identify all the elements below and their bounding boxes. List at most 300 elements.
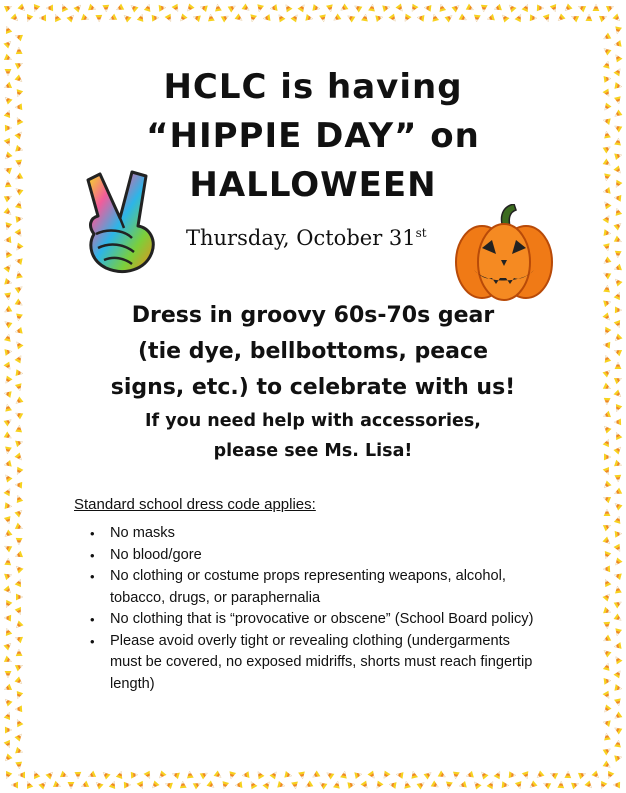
candy-corn-icon — [493, 4, 502, 13]
candy-corn-icon — [269, 4, 277, 12]
candy-corn-icon — [604, 75, 612, 83]
candy-corn-icon — [221, 13, 230, 22]
candy-corn-icon — [4, 417, 14, 427]
candy-corn-icon — [604, 509, 611, 516]
candy-corn-icon — [325, 770, 335, 780]
candy-corn-icon — [613, 501, 623, 511]
candy-corn-icon — [3, 771, 12, 780]
candy-corn-icon — [3, 319, 13, 329]
help-line-2: please see Ms. Lisa! — [213, 441, 413, 461]
candy-corn-icon — [613, 642, 621, 650]
candy-corn-icon — [614, 599, 624, 608]
candy-corn-icon — [165, 14, 174, 23]
candy-corn-icon — [15, 103, 23, 110]
candy-corn-icon — [487, 780, 496, 789]
candy-corn-icon — [374, 781, 384, 791]
candy-corn-icon — [291, 782, 299, 790]
candy-corn-icon — [603, 214, 612, 224]
candy-corn-icon — [346, 13, 356, 23]
candy-corn-icon — [15, 481, 22, 488]
bullet-icon: • — [90, 569, 95, 584]
candy-corn-icon — [15, 523, 24, 532]
candy-corn-icon — [4, 193, 13, 202]
candy-corn-icon — [557, 781, 564, 788]
candy-corn-icon — [14, 410, 23, 419]
candy-corn-icon — [3, 473, 13, 483]
candy-corn-icon — [192, 14, 201, 22]
candy-corn-icon — [522, 3, 531, 12]
candy-corn-icon — [3, 376, 13, 386]
candy-corn-icon — [452, 3, 462, 13]
dress-line-1: Dress in groovy 60s-70s gear — [131, 303, 495, 328]
candy-corn-icon — [15, 74, 25, 84]
title-line-1: HCLC is having — [163, 67, 463, 107]
candy-corn-icon — [602, 313, 612, 323]
candy-corn-icon — [16, 369, 24, 377]
candy-corn-icon — [15, 354, 24, 364]
candy-corn-icon — [5, 727, 12, 734]
candy-corn-icon — [603, 398, 610, 405]
candy-corn-icon — [284, 771, 292, 779]
candy-corn-icon — [14, 732, 24, 742]
candy-corn-icon — [15, 439, 24, 448]
candy-corn-icon — [602, 46, 612, 56]
candy-corn-icon — [242, 771, 250, 779]
candy-corn-icon — [4, 138, 13, 147]
candy-corn-icon — [603, 467, 612, 476]
candy-corn-icon — [603, 144, 613, 154]
candy-corn-icon — [602, 536, 612, 546]
dress-line-2: (tie dye, bellbottoms, peace — [138, 339, 488, 364]
candy-corn-icon — [318, 780, 328, 790]
candy-corn-icon — [4, 656, 13, 665]
candy-corn-icon — [602, 648, 612, 658]
candy-corn-icon — [578, 770, 587, 779]
dress-code-heading: Standard school dress code applies: — [74, 496, 316, 513]
candy-corn-icon — [452, 772, 460, 780]
candy-corn-icon — [603, 565, 610, 572]
candy-corn-icon — [613, 389, 623, 399]
candy-corn-icon — [15, 47, 22, 54]
candy-corn-icon — [15, 747, 24, 756]
candy-corn-icon — [4, 278, 13, 286]
candy-corn-icon — [438, 3, 446, 12]
candy-corn-icon — [603, 622, 610, 630]
candy-corn-icon — [15, 200, 23, 208]
candy-corn-icon — [3, 249, 12, 258]
candy-corn-icon — [614, 194, 622, 201]
candy-corn-icon — [17, 3, 27, 13]
candy-corn-icon — [332, 14, 342, 24]
candy-corn-icon — [614, 375, 623, 384]
candy-corn-icon — [221, 781, 229, 790]
candy-corn-icon — [159, 4, 167, 11]
candy-corn-icon — [73, 3, 83, 13]
candy-corn-icon — [603, 691, 612, 700]
candy-corn-icon — [347, 781, 355, 789]
candy-corn-icon — [122, 13, 132, 23]
candy-corn-icon — [602, 480, 612, 490]
event-date-suffix: st — [415, 226, 427, 240]
candy-corn-icon — [603, 368, 613, 378]
candy-corn-icon — [88, 4, 97, 13]
bullet-icon: • — [90, 547, 95, 563]
dress-line-3: signs, etc.) to celebrate with us! — [110, 375, 516, 400]
candy-corn-icon — [603, 173, 611, 181]
candy-corn-icon — [14, 396, 24, 406]
candy-corn-icon — [15, 270, 23, 278]
candy-corn-icon — [459, 14, 468, 23]
candy-corn-icon — [137, 13, 146, 22]
candy-corn-icon — [614, 291, 623, 300]
candy-corn-icon — [4, 362, 14, 372]
candy-corn-icon — [564, 771, 571, 778]
candy-corn-icon — [602, 494, 611, 503]
candy-corn-icon — [613, 277, 623, 287]
candy-corn-icon — [530, 14, 537, 21]
candy-corn-icon — [38, 780, 48, 790]
candy-corn-icon — [4, 487, 13, 496]
candy-corn-icon — [248, 780, 257, 789]
candy-corn-icon — [494, 770, 503, 779]
candy-corn-icon — [473, 15, 480, 23]
candy-corn-icon — [502, 781, 510, 788]
candy-corn-icon — [613, 558, 623, 568]
candy-corn-icon — [603, 354, 612, 363]
candy-corn-icon — [431, 13, 439, 22]
candy-corn-icon — [445, 13, 455, 23]
candy-corn-icon — [256, 4, 264, 12]
candy-corn-icon — [3, 25, 12, 34]
candy-corn-icon — [14, 634, 23, 643]
candy-corn-icon — [353, 3, 363, 12]
candy-corn-icon — [4, 236, 12, 243]
candy-corn-icon — [14, 676, 24, 686]
candy-corn-icon — [255, 770, 264, 780]
candy-corn-icon — [613, 40, 621, 48]
candy-corn-icon — [599, 13, 608, 22]
candy-corn-icon — [101, 770, 111, 780]
candy-corn-icon — [445, 782, 453, 790]
candy-corn-icon — [249, 14, 257, 22]
candy-corn-icon — [388, 14, 398, 24]
candy-corn-icon — [14, 257, 22, 265]
candy-corn-icon — [185, 4, 195, 14]
candy-corn-icon — [15, 284, 25, 294]
candy-corn-icon — [535, 770, 545, 780]
candy-corn-icon — [603, 89, 612, 99]
title-line-2: “HIPPIE DAY” on — [146, 116, 480, 156]
candy-corn-icon — [465, 771, 474, 779]
candy-corn-icon — [4, 447, 12, 455]
candy-corn-icon — [3, 82, 12, 91]
help-paragraph — [40, 406, 586, 466]
candy-corn-icon — [604, 677, 612, 685]
candy-corn-icon — [3, 600, 12, 609]
candy-corn-icon — [14, 620, 24, 630]
dress-code-item — [74, 523, 544, 545]
candy-corn-icon — [614, 628, 622, 636]
candy-corn-icon — [39, 15, 46, 22]
dress-code-item — [74, 566, 544, 609]
candy-corn-icon — [269, 770, 279, 780]
candy-corn-icon — [614, 515, 623, 524]
candy-corn-icon — [95, 15, 102, 22]
candy-corn-icon — [606, 3, 615, 12]
candy-corn-icon — [613, 711, 623, 721]
candy-corn-icon — [15, 425, 22, 433]
candy-corn-icon — [424, 770, 434, 780]
candy-corn-icon — [614, 669, 624, 679]
candy-corn-icon — [3, 753, 13, 763]
candy-corn-icon — [381, 771, 390, 781]
candy-corn-icon — [14, 32, 23, 41]
candy-corn-icon — [15, 160, 23, 168]
candy-corn-icon — [602, 592, 612, 602]
candy-corn-icon — [4, 180, 11, 187]
candy-corn-icon — [131, 771, 138, 778]
candy-corn-icon — [4, 558, 11, 566]
candy-corn-icon — [4, 711, 13, 720]
candy-corn-icon — [4, 293, 12, 301]
candy-corn-icon — [16, 215, 24, 223]
candy-corn-icon — [81, 14, 90, 23]
candy-corn-icon — [298, 771, 306, 779]
candy-corn-icon — [298, 3, 308, 13]
candy-corn-icon — [15, 705, 22, 712]
candy-corn-icon — [15, 538, 22, 545]
candy-corn-icon — [14, 564, 24, 574]
candy-corn-icon — [5, 502, 13, 510]
candy-corn-icon — [116, 770, 125, 779]
candy-corn-icon — [615, 306, 622, 313]
candy-corn-icon — [466, 4, 475, 13]
candy-corn-icon — [602, 635, 611, 644]
candy-corn-icon — [4, 3, 13, 12]
candy-corn-icon — [472, 780, 482, 790]
candy-corn-icon — [486, 14, 495, 23]
candy-corn-icon — [14, 173, 23, 182]
candy-corn-icon — [612, 13, 622, 23]
candy-corn-icon — [542, 780, 551, 789]
candy-corn-icon — [3, 460, 11, 468]
candy-corn-icon — [15, 299, 25, 309]
candy-corn-icon — [228, 3, 238, 12]
candy-corn-icon — [417, 14, 425, 22]
candy-corn-icon — [4, 432, 14, 441]
candy-corn-icon — [614, 207, 623, 216]
candy-corn-icon — [388, 781, 396, 789]
candy-corn-icon — [3, 586, 13, 596]
candy-corn-icon — [603, 341, 611, 348]
candy-corn-icon — [15, 649, 22, 656]
candy-corn-icon — [603, 662, 611, 671]
candy-corn-icon — [3, 684, 12, 693]
candy-corn-icon — [614, 320, 623, 329]
candy-corn-icon — [3, 151, 13, 161]
dress-code-item — [74, 631, 544, 696]
candy-corn-icon — [60, 771, 69, 780]
candy-corn-icon — [382, 4, 390, 12]
candy-corn-icon — [602, 327, 611, 336]
candy-corn-icon — [11, 782, 18, 789]
candy-corn-icon — [613, 655, 623, 665]
bullet-icon: • — [90, 633, 95, 649]
candy-corn-icon — [68, 782, 75, 789]
candy-corn-icon — [14, 243, 24, 253]
candy-corn-icon — [3, 641, 13, 651]
candy-corn-icon — [602, 200, 612, 210]
candy-corn-icon — [396, 771, 404, 779]
candy-corn-icon — [522, 771, 531, 780]
candy-corn-icon — [228, 771, 236, 780]
candy-corn-icon — [24, 780, 33, 789]
candy-corn-icon — [52, 13, 61, 22]
candy-corn-icon — [277, 781, 285, 789]
candy-corn-icon — [602, 33, 611, 42]
candy-corn-icon — [603, 760, 613, 770]
candy-corn-icon — [31, 4, 40, 13]
candy-corn-icon — [613, 404, 622, 413]
candy-corn-icon — [15, 229, 24, 239]
candy-corn-icon — [375, 14, 383, 22]
candy-corn-icon — [615, 362, 622, 369]
candy-corn-icon — [614, 96, 622, 104]
candy-corn-icon — [144, 3, 153, 12]
candy-corn-icon — [4, 572, 13, 581]
candy-corn-icon — [613, 781, 620, 788]
candy-corn-icon — [604, 454, 611, 461]
candy-corn-icon — [500, 13, 510, 23]
candy-corn-icon — [409, 4, 418, 13]
candy-corn-icon — [603, 522, 612, 531]
candy-corn-icon — [53, 781, 62, 790]
dress-code-item — [74, 609, 544, 631]
candy-corn-icon — [613, 445, 623, 455]
candy-corn-icon — [614, 67, 624, 77]
candy-corn-icon — [74, 772, 81, 779]
candy-corn-icon — [602, 424, 612, 434]
candy-corn-icon — [4, 109, 13, 118]
jack-o-lantern-icon — [452, 204, 556, 304]
candy-corn-icon — [80, 781, 89, 790]
candy-corn-icon — [14, 340, 24, 350]
candy-corn-icon — [3, 390, 11, 398]
candy-corn-icon — [613, 488, 622, 497]
candy-corn-icon — [4, 222, 13, 231]
bullet-icon: • — [90, 526, 95, 541]
bullet-icon: • — [90, 612, 95, 627]
candy-corn-icon — [605, 771, 614, 780]
candy-corn-icon — [340, 770, 348, 778]
candy-corn-icon — [102, 5, 109, 12]
candy-corn-icon — [15, 313, 23, 321]
candy-corn-icon — [14, 551, 23, 560]
candy-corn-icon — [603, 383, 612, 392]
candy-corn-icon — [598, 781, 607, 790]
candy-corn-icon — [613, 431, 622, 440]
candy-corn-icon — [613, 53, 623, 63]
candy-corn-icon — [15, 578, 24, 587]
candy-corn-icon — [24, 14, 33, 23]
candy-corn-icon — [613, 347, 622, 356]
candy-corn-icon — [14, 327, 22, 335]
candy-corn-icon — [115, 4, 124, 13]
candy-corn-icon — [613, 123, 623, 132]
title-line-3: HALLOWEEN — [189, 165, 437, 205]
candy-corn-icon — [603, 607, 612, 616]
candy-corn-icon — [417, 780, 427, 790]
candy-corn-icon — [614, 418, 621, 425]
candy-corn-icon — [603, 746, 613, 755]
candy-corn-icon — [10, 13, 20, 23]
candy-corn-icon — [15, 762, 22, 770]
candy-corn-icon — [199, 4, 208, 12]
candy-corn-icon — [614, 221, 624, 231]
candy-corn-icon — [549, 770, 558, 779]
dress-code-item-text: No clothing or costume props representing weapons, alcohol, tobacco, drugs, or paraphernalia — [110, 568, 506, 606]
dress-code-item-text: No clothing that is “provocative or obscene” (School Board policy) — [110, 611, 534, 627]
candy-corn-icon — [283, 3, 293, 13]
candy-corn-icon — [16, 594, 23, 601]
candy-corn-icon — [543, 14, 552, 23]
candy-corn-icon — [150, 781, 160, 791]
peace-sign-hand-icon — [80, 168, 162, 278]
candy-corn-icon — [137, 781, 146, 790]
candy-corn-icon — [5, 69, 12, 76]
candy-corn-icon — [602, 578, 611, 587]
candy-corn-icon — [602, 117, 610, 125]
candy-corn-icon — [59, 3, 68, 12]
help-line-1: If you need help with accessories, — [145, 411, 481, 431]
candy-corn-icon — [614, 138, 622, 146]
candy-corn-icon — [235, 13, 245, 23]
candy-corn-icon — [361, 781, 371, 791]
candy-corn-icon — [3, 165, 12, 174]
candy-corn-icon — [361, 13, 369, 21]
candy-corn-icon — [311, 771, 321, 781]
candy-corn-icon — [3, 543, 12, 552]
candy-corn-icon — [614, 251, 621, 258]
candy-corn-icon — [4, 614, 11, 621]
candy-corn-icon — [603, 299, 612, 307]
candy-corn-icon — [577, 3, 586, 12]
candy-corn-icon — [312, 4, 320, 12]
candy-corn-icon — [438, 771, 447, 780]
candy-corn-icon — [304, 781, 314, 790]
candy-corn-icon — [262, 780, 272, 790]
candy-corn-icon — [3, 529, 13, 539]
candy-corn-icon — [276, 13, 285, 23]
candy-corn-icon — [14, 691, 23, 700]
candy-corn-icon — [15, 662, 24, 671]
candy-corn-icon — [368, 4, 376, 12]
candy-corn-icon — [333, 780, 341, 788]
candy-corn-icon — [15, 607, 24, 616]
candy-corn-icon — [614, 152, 623, 160]
candy-corn-icon — [339, 3, 349, 13]
dress-code-item-text: No masks — [110, 525, 175, 541]
candy-corn-icon — [3, 697, 13, 707]
candy-corn-icon — [528, 780, 538, 790]
candy-corn-icon — [424, 4, 432, 12]
candy-corn-icon — [152, 14, 160, 21]
event-date-main: Thursday, October 31 — [186, 226, 416, 250]
candy-corn-icon — [15, 145, 24, 153]
candy-corn-icon — [46, 4, 53, 11]
candy-corn-icon — [178, 14, 188, 24]
candy-corn-icon — [5, 671, 12, 678]
